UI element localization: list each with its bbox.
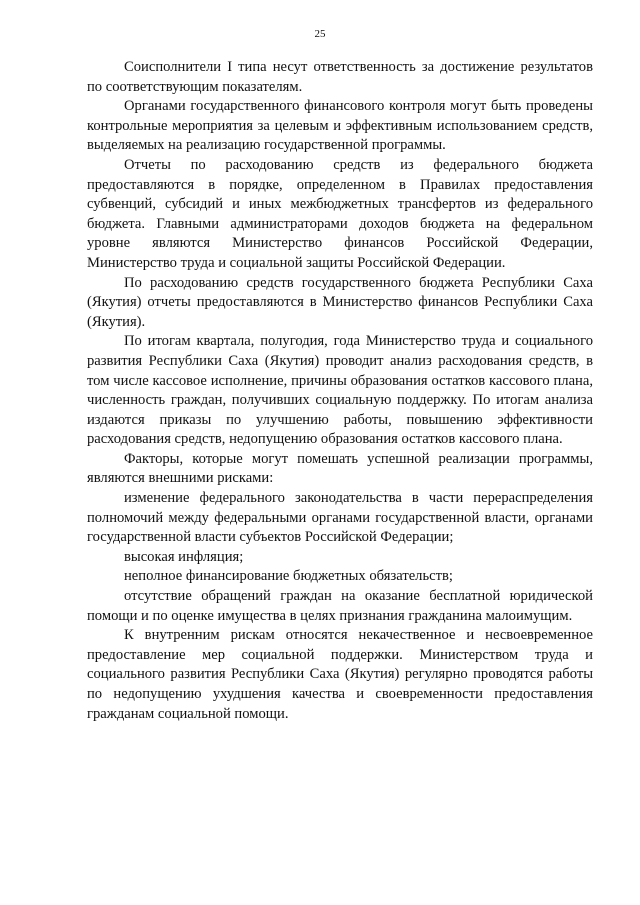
paragraph-financial-control: Органами государственного финансового контроля могут быть проведены контрольные мероприятия за целевым и эффективным использованием средств, выделяемых на реализацию государственной программы. xyxy=(87,98,593,154)
list-item-high-inflation: высокая инфляция; xyxy=(124,548,244,565)
paragraph-internal-risks: К внутренним рискам относятся некачественное и несвоевременное предоставление мер социальной поддержки. Министерством труда и социального развития Республики Саха (Якутия) регулярно проводятся работы по недопущению ухудшения качества и своевременности предоставления гражданам социальной помощи. xyxy=(87,627,593,722)
paragraph-republic-budget-reports: По расходованию средств государственного бюджета Республики Саха (Якутия) отчеты предоставляются в Министерство финансов Республики Саха (Якутия). xyxy=(87,274,593,330)
list-item-no-citizen-requests: отсутствие обращений граждан на оказание бесплатной юридической помощи и по оценке имущества в целях признания гражданина малоимущим. xyxy=(87,588,593,624)
list-item-incomplete-financing: неполное финансирование бюджетных обязательств; xyxy=(124,568,453,585)
list-item-legislation-change: изменение федерального законодательства в части перераспределения полномочий между федеральными органами государственной власти, органами государственной власти субъектов Российской Федерации; xyxy=(87,490,593,546)
body-text xyxy=(87,58,593,724)
paragraph-coexecutors-responsibility: Соисполнители I типа несут ответственность за достижение результатов по соответствующим показателям. xyxy=(87,59,593,95)
page-number: 25 xyxy=(314,28,326,40)
paragraph-quarterly-analysis: По итогам квартала, полугодия, года Министерство труда и социального развития Республики Саха (Якутия) проводит анализ расходования средств, в том числе кассовое исполнение, причины образования остатков кассового плана, численность граждан, получивших социальную поддержку. По итогам анализа издаются приказы по улучшению работы, повышению эффективности расходования средств, недопущению образования остатков кассового плана. xyxy=(87,333,593,448)
paragraph-external-risks-intro: Факторы, которые могут помешать успешной реализации программы, являются внешними рисками: xyxy=(87,450,593,487)
paragraph-federal-budget-reports: Отчеты по расходованию средств из федерального бюджета предоставляются в порядке, определенном в Правилах предоставления субвенций, субсидий и иных межбюджетных трансфертов из федерального бюджета. Главными администраторами доходов бюджета на федеральном уровне являются Министерство финансов Российской Федерации, Министерство труда и социальной защиты Российской Федерации. xyxy=(87,156,593,271)
